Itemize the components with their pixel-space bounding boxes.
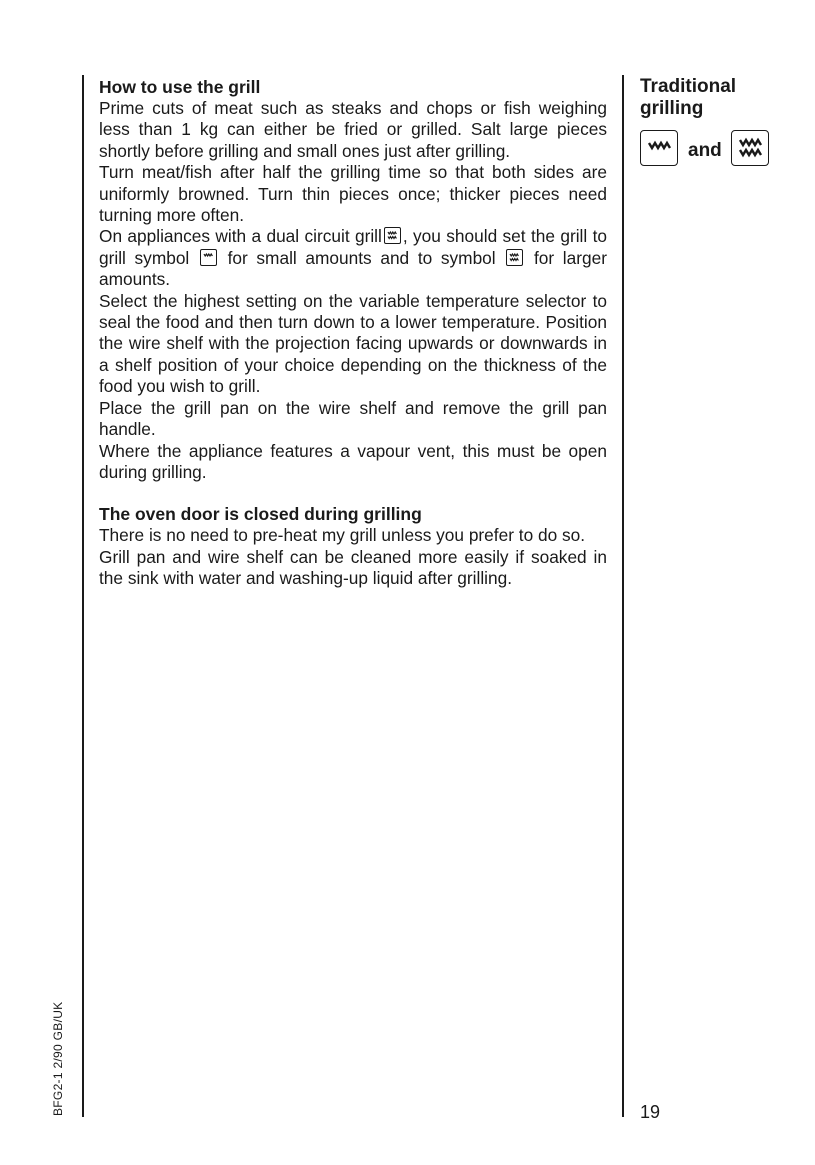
dual-circuit-text-a: On appliances with a dual circuit grill bbox=[99, 226, 382, 247]
main-column bbox=[99, 76, 607, 590]
document-code: BFG2-1 2/90 GB/UK bbox=[51, 1001, 65, 1116]
side-title: Traditional grilling bbox=[640, 76, 737, 119]
dual-circuit-text-b: , you should set the grill to grill symbol bbox=[99, 226, 607, 268]
paragraph-temperature-selector: Select the highest setting on the variable temperature selector to seal the food and then turn down to a lower temperature. Position the wire shelf with the projection facing upwards or downwards in a shelf position of your choice depending on the thickness of the food you wish to grill. bbox=[99, 290, 607, 397]
section-heading-oven-door: The oven door is closed during grilling bbox=[99, 504, 422, 525]
dual-grill-icon bbox=[506, 249, 523, 266]
and-word: and bbox=[688, 140, 722, 161]
paragraph-turn-meat: Turn meat/fish after half the grilling time so that both sides are uniformly browned. Turn thin pieces once; thicker pieces need turning more often. bbox=[99, 162, 607, 226]
paragraph-dual-circuit bbox=[99, 226, 607, 290]
side-column bbox=[640, 76, 790, 166]
page-number: 19 bbox=[640, 1102, 661, 1122]
single-grill-icon bbox=[640, 130, 678, 166]
paragraph-cleaning: Grill pan and wire shelf can be cleaned more easily if soaked in the sink with water and washing-up liquid after grilling. bbox=[99, 546, 607, 589]
paragraph-vapour-vent: Where the appliance features a vapour vent, this must be open during grilling. bbox=[99, 440, 607, 482]
single-grill-icon bbox=[200, 249, 217, 266]
section-gap bbox=[99, 483, 607, 503]
left-margin-rule bbox=[82, 75, 84, 1117]
dual-grill-icon bbox=[731, 130, 769, 166]
paragraph-grill-pan: Place the grill pan on the wire shelf and remove the grill pan handle. bbox=[99, 397, 607, 440]
dual-circuit-text-c: for small amounts and to symbol bbox=[227, 247, 496, 268]
dual-grill-icon bbox=[384, 227, 401, 244]
side-icon-row bbox=[640, 130, 790, 166]
right-column-rule bbox=[622, 75, 624, 1117]
paragraph-preheat: There is no need to pre-heat my grill unless you prefer to do so. bbox=[99, 525, 586, 546]
paragraph-prime-cuts: Prime cuts of meat such as steaks and chops or fish weighing less than 1 kg can either be fried or grilled. Salt large pieces shortly before grilling and small ones just after grilling. bbox=[99, 98, 607, 161]
section-heading-how-to-use: How to use the grill bbox=[99, 77, 261, 97]
dual-circuit-text-d: for larger amounts. bbox=[99, 247, 607, 290]
